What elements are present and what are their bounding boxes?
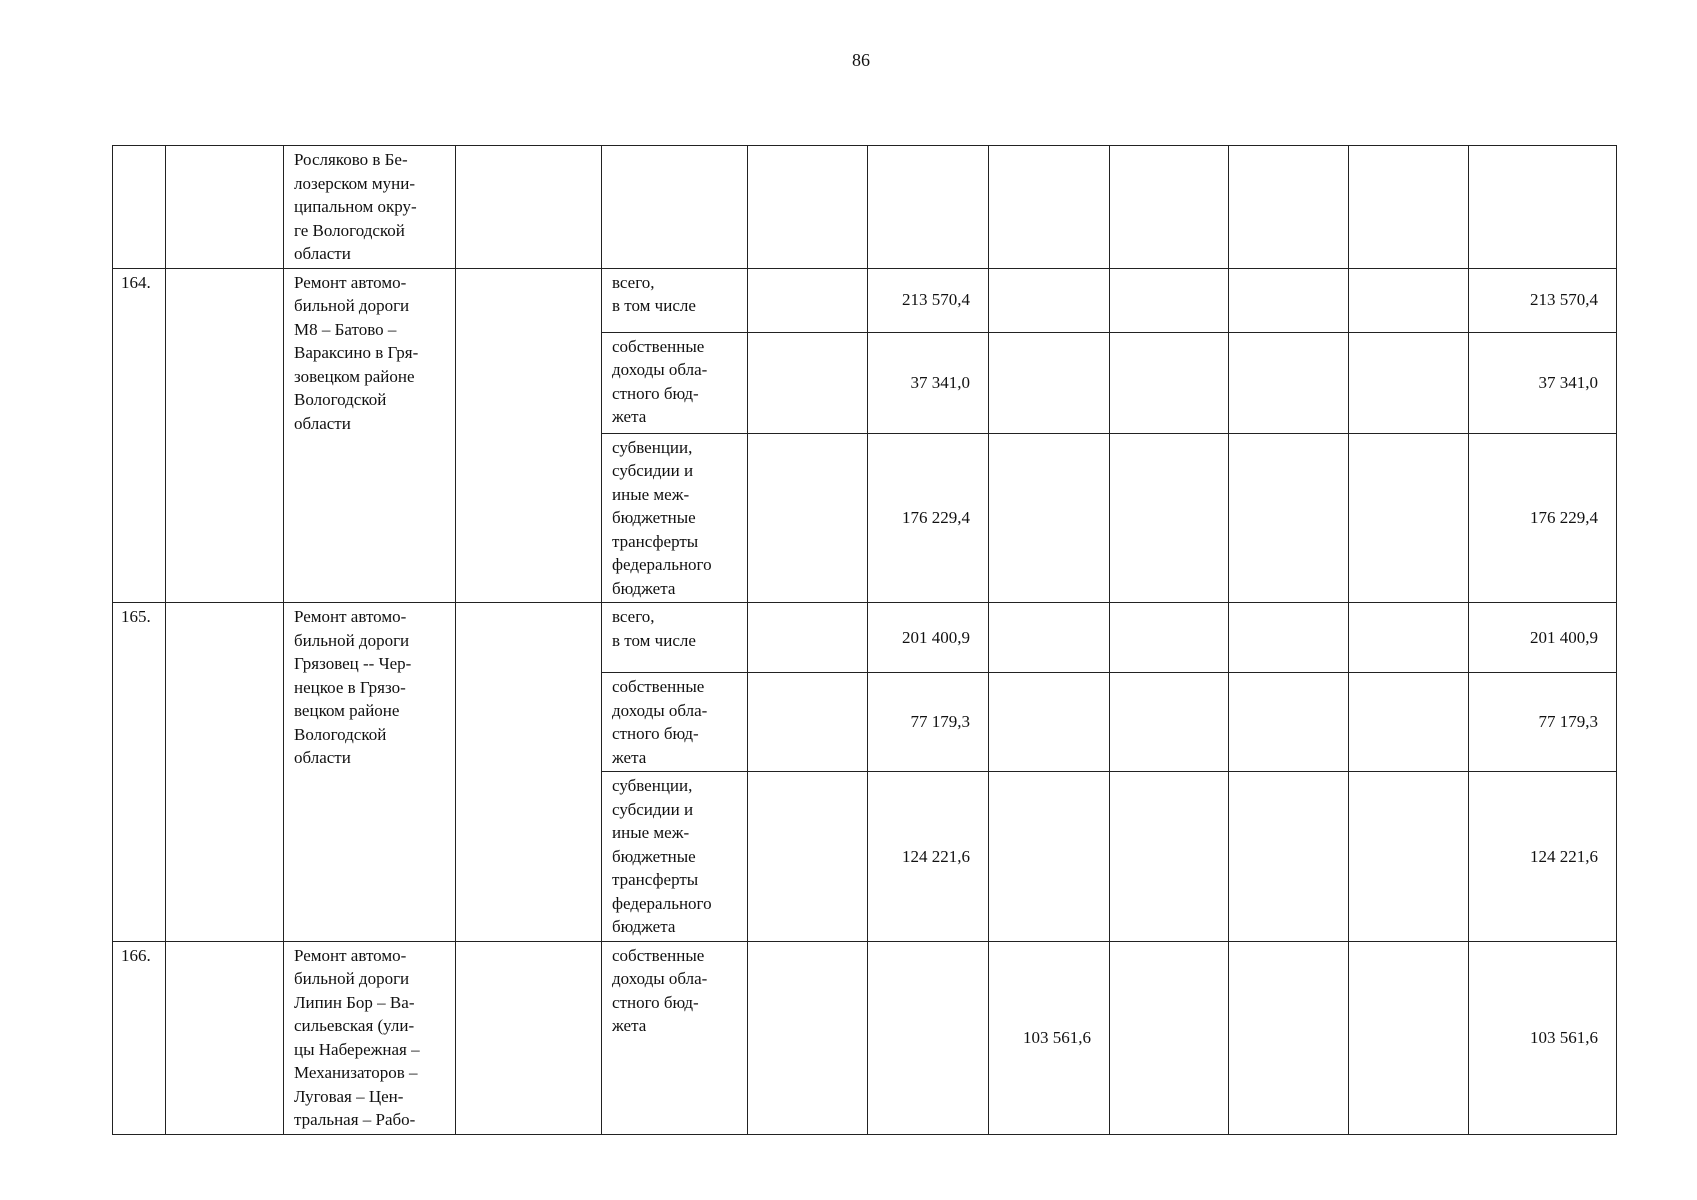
row-number: 164. bbox=[113, 268, 166, 603]
empty-cell bbox=[1229, 941, 1349, 1134]
amount-cell: 201 400,9 bbox=[868, 603, 989, 673]
object-name: Ремонт автомо- бильной дороги Грязовец -- Чер- нецкое в Грязо- вецком районе Вологодской области bbox=[284, 603, 456, 942]
source-label: всего, в том числе bbox=[602, 603, 748, 673]
empty-cell bbox=[1349, 268, 1469, 332]
empty-cell bbox=[1349, 146, 1469, 269]
empty-cell bbox=[1229, 772, 1349, 942]
empty-cell bbox=[1229, 673, 1349, 772]
empty-cell bbox=[166, 146, 284, 269]
source-label: субвенции, субсидии и иные меж- бюджетные трансферты федерального бюджета bbox=[602, 772, 748, 942]
page-number: 86 bbox=[852, 50, 870, 70]
empty-cell bbox=[1110, 603, 1229, 673]
empty-cell bbox=[1349, 673, 1469, 772]
empty-cell bbox=[1110, 268, 1229, 332]
object-name: Росляково в Бе- лозерском муни- ципальном окру- ге Вологодской области bbox=[284, 146, 456, 269]
amount-cell bbox=[989, 332, 1110, 433]
amount-cell: 124 221,6 bbox=[868, 772, 989, 942]
empty-cell bbox=[1229, 603, 1349, 673]
source-label bbox=[602, 146, 748, 269]
empty-cell bbox=[166, 603, 284, 942]
empty-cell bbox=[748, 673, 868, 772]
total-cell: 201 400,9 bbox=[1469, 603, 1617, 673]
empty-cell bbox=[166, 268, 284, 603]
empty-cell bbox=[748, 941, 868, 1134]
amount-cell bbox=[989, 146, 1110, 269]
amount-cell: 77 179,3 bbox=[868, 673, 989, 772]
source-label: всего, в том числе bbox=[602, 268, 748, 332]
amount-cell bbox=[989, 673, 1110, 772]
empty-cell bbox=[456, 603, 602, 942]
total-cell: 103 561,6 bbox=[1469, 941, 1617, 1134]
empty-cell bbox=[1349, 772, 1469, 942]
empty-cell bbox=[456, 146, 602, 269]
amount-cell bbox=[989, 772, 1110, 942]
amount-cell bbox=[868, 941, 989, 1134]
empty-cell bbox=[748, 433, 868, 603]
amount-cell: 213 570,4 bbox=[868, 268, 989, 332]
empty-cell bbox=[1349, 603, 1469, 673]
table-row bbox=[113, 941, 1617, 1134]
table-row bbox=[113, 268, 1617, 332]
empty-cell bbox=[1349, 433, 1469, 603]
amount-cell bbox=[868, 146, 989, 269]
total-cell bbox=[1469, 146, 1617, 269]
total-cell: 213 570,4 bbox=[1469, 268, 1617, 332]
empty-cell bbox=[1229, 332, 1349, 433]
total-cell: 176 229,4 bbox=[1469, 433, 1617, 603]
budget-table bbox=[112, 145, 1617, 1135]
empty-cell bbox=[456, 941, 602, 1134]
row-number: 166. bbox=[113, 941, 166, 1134]
total-cell: 77 179,3 bbox=[1469, 673, 1617, 772]
row-number: 165. bbox=[113, 603, 166, 942]
source-label: субвенции, субсидии и иные меж- бюджетные трансферты федерального бюджета bbox=[602, 433, 748, 603]
table-row bbox=[113, 146, 1617, 269]
amount-cell: 37 341,0 bbox=[868, 332, 989, 433]
table-row bbox=[113, 603, 1617, 673]
amount-cell bbox=[989, 268, 1110, 332]
empty-cell bbox=[456, 268, 602, 603]
row-number bbox=[113, 146, 166, 269]
empty-cell bbox=[1110, 941, 1229, 1134]
source-label: собственные доходы обла- стного бюд- жета bbox=[602, 332, 748, 433]
amount-cell bbox=[989, 603, 1110, 673]
empty-cell bbox=[1229, 268, 1349, 332]
empty-cell bbox=[748, 772, 868, 942]
source-label: собственные доходы обла- стного бюд- жета bbox=[602, 673, 748, 772]
amount-cell bbox=[989, 433, 1110, 603]
empty-cell bbox=[1229, 146, 1349, 269]
empty-cell bbox=[166, 941, 284, 1134]
total-cell: 37 341,0 bbox=[1469, 332, 1617, 433]
empty-cell bbox=[1110, 332, 1229, 433]
amount-cell: 103 561,6 bbox=[989, 941, 1110, 1134]
empty-cell bbox=[748, 332, 868, 433]
empty-cell bbox=[1110, 673, 1229, 772]
empty-cell bbox=[1229, 433, 1349, 603]
object-name: Ремонт автомо- бильной дороги Липин Бор – Ва- сильевская (ули- цы Набережная – Механизаторов – Луговая – Цен- тральная – Рабо- bbox=[284, 941, 456, 1134]
empty-cell bbox=[1110, 433, 1229, 603]
amount-cell: 176 229,4 bbox=[868, 433, 989, 603]
empty-cell bbox=[748, 268, 868, 332]
empty-cell bbox=[748, 146, 868, 269]
source-label: собственные доходы обла- стного бюд- жета bbox=[602, 941, 748, 1134]
empty-cell bbox=[1349, 941, 1469, 1134]
empty-cell bbox=[1110, 146, 1229, 269]
total-cell: 124 221,6 bbox=[1469, 772, 1617, 942]
empty-cell bbox=[1110, 772, 1229, 942]
empty-cell bbox=[748, 603, 868, 673]
object-name: Ремонт автомо- бильной дороги М8 – Батово – Вараксино в Гря- зовецком районе Вологодской области bbox=[284, 268, 456, 603]
empty-cell bbox=[1349, 332, 1469, 433]
